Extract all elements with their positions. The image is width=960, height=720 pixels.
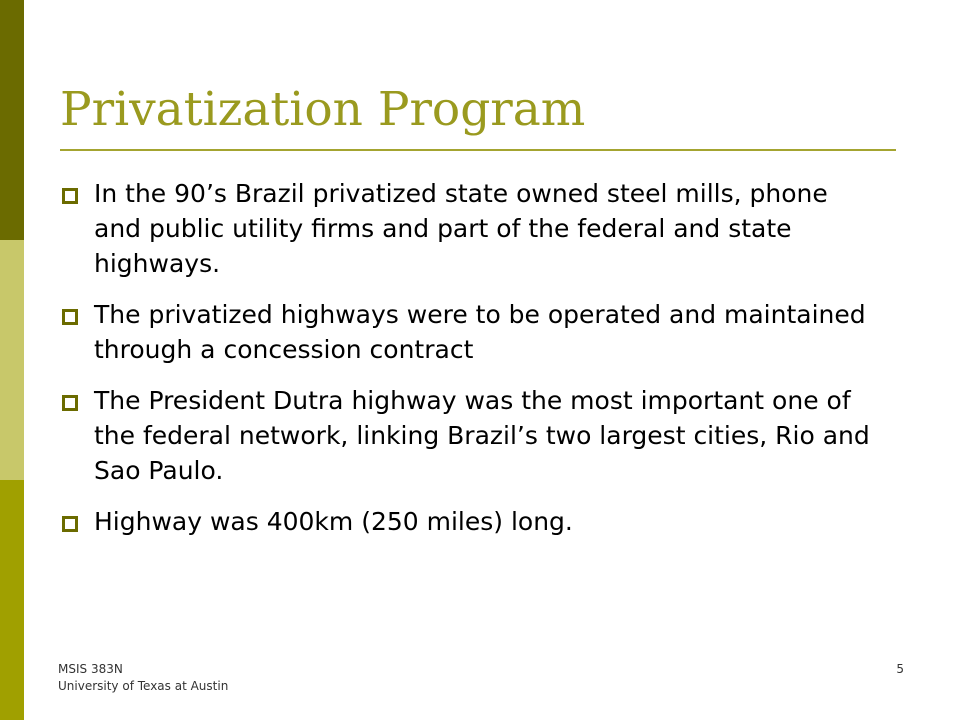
slide-title: Privatization Program: [60, 82, 586, 137]
bullet-item: [60, 504, 880, 539]
footer-university: University of Texas at Austin: [58, 679, 229, 693]
slide-page-number: 5: [896, 662, 904, 676]
sidebar-accent-top: [0, 0, 24, 240]
bullet-text: Highway was 400km (250 miles) long.: [94, 507, 573, 536]
title-underline-rule: [60, 149, 896, 151]
bullet-text: In the 90’s Brazil privatized state owned steel mills, phone and public utility firms and part of the federal and state highways.: [94, 179, 828, 278]
sidebar-accent-middle: [0, 240, 24, 480]
bullet-list: [60, 176, 880, 555]
footer-course-code: MSIS 383N: [58, 662, 123, 676]
hollow-square-bullet-icon: [62, 516, 78, 532]
hollow-square-bullet-icon: [62, 395, 78, 411]
bullet-text: The privatized highways were to be operated and maintained through a concession contract: [94, 300, 866, 364]
sidebar-accent-bottom: [0, 480, 24, 720]
bullet-item: [60, 297, 880, 367]
hollow-square-bullet-icon: [62, 188, 78, 204]
bullet-text: The President Dutra highway was the most important one of the federal network, linking Brazil’s two largest cities, Rio and Sao Paulo.: [94, 386, 870, 485]
bullet-item: [60, 383, 880, 488]
bullet-item: [60, 176, 880, 281]
hollow-square-bullet-icon: [62, 309, 78, 325]
